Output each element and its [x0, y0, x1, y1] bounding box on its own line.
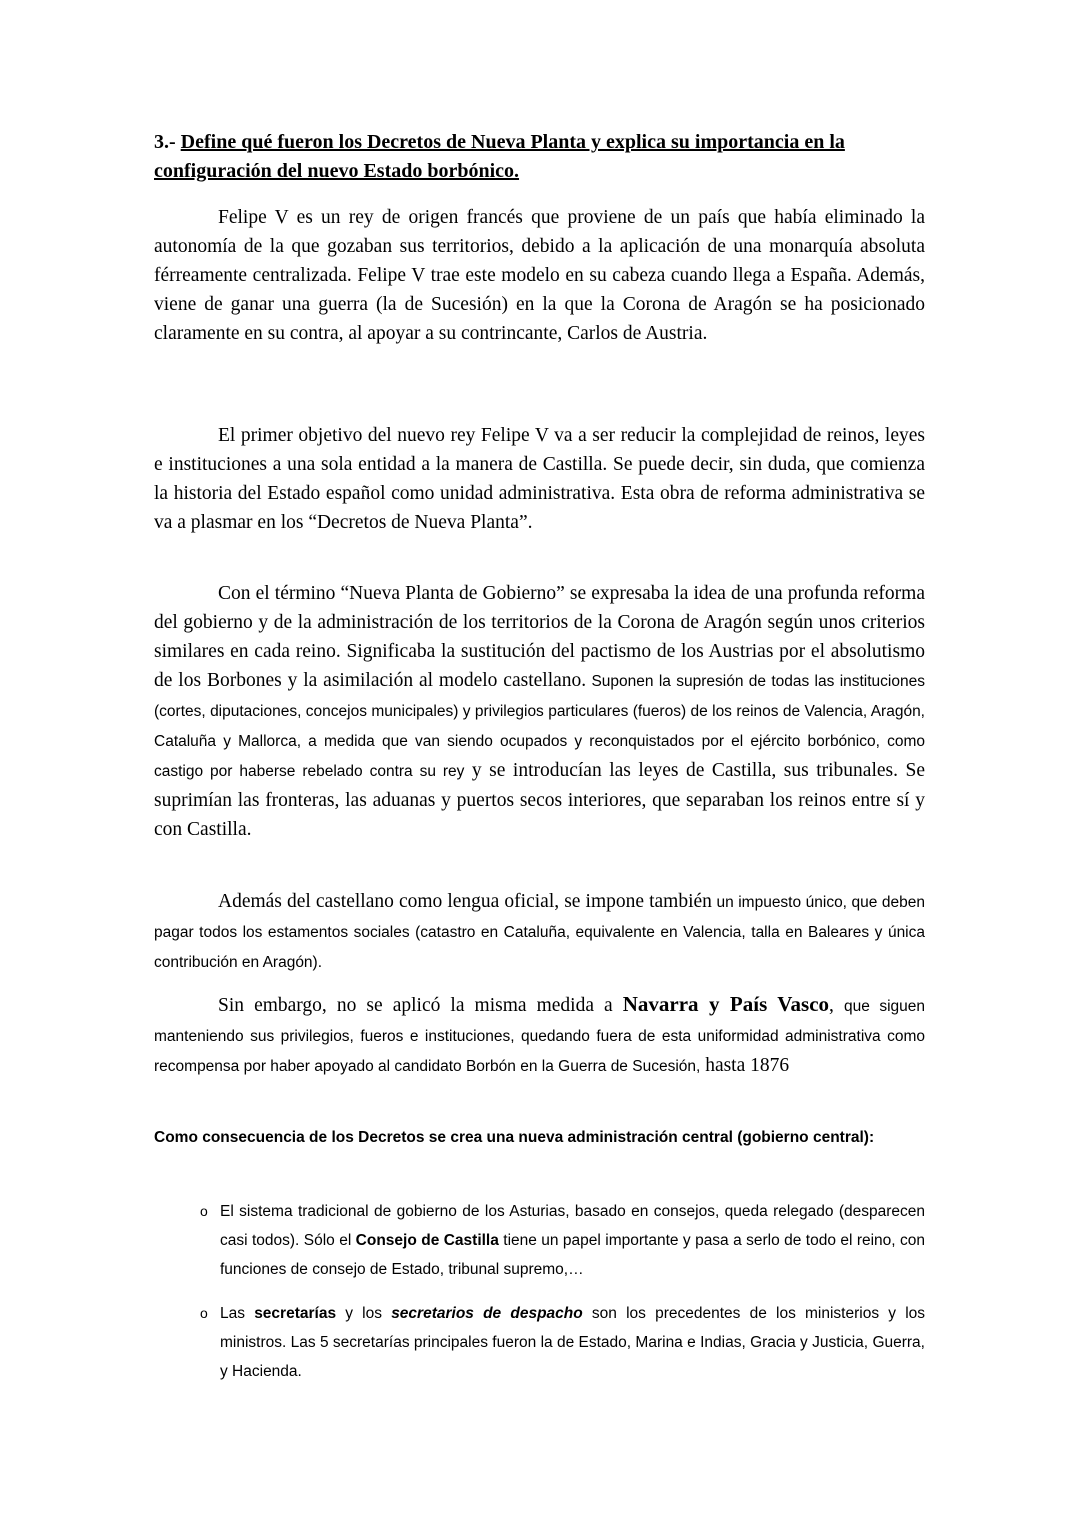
- section-heading: Como consecuencia de los Decretos se crea una nueva administración central (gobierno central):: [154, 1129, 875, 1146]
- p4-serif: Además del castellano como lengua oficial, se impone también: [218, 891, 712, 912]
- p4-sans: un impuesto único, que deben pagar todos los estamentos sociales (catastro en Cataluña, equivalente en Valencia, talla en Baleares y única contribución en Aragón).: [154, 894, 925, 971]
- paragraph-5: [154, 990, 925, 1081]
- p5-date: hasta 1876: [700, 1055, 790, 1076]
- question-text: Define qué fueron los Decretos de Nueva Planta y explica su importancia en la configuración del nuevo Estado borbónico.: [154, 131, 845, 182]
- question-title: [154, 128, 925, 186]
- p5-sans: que siguen manteniendo sus privilegios, fueros e instituciones, quedando fuera de esta uniformidad administrativa como recompensa por haber apoyado al candidato Borbón en la Guerra de Sucesión,: [154, 998, 925, 1075]
- bullet-text: tiene un papel importante y pasa a serlo de todo el reino, con funciones de consejo de Estado, tribunal supremo,…: [220, 1232, 925, 1278]
- p5-bold: Navarra y País Vasco: [622, 992, 830, 1016]
- bullet-item: [200, 1299, 925, 1386]
- bullet-text: son los precedentes de los ministerios y los ministros. Las 5 secretarías principales fueron la de Estado, Marina e Indias, Gracia y Justicia, Guerra, y Hacienda.: [220, 1305, 926, 1380]
- paragraph-2: El primer objetivo del nuevo rey Felipe V va a ser reducir la complejidad de reinos, leyes e instituciones a una sola entidad a la manera de Castilla. Se puede decir, sin duda, que comienza la historia del Estado español como unidad administrativa. Esta obra de reforma administrativa se va a plasmar en los “Decretos de Nueva Planta”.: [154, 425, 925, 533]
- bullet-text: Las: [220, 1305, 255, 1322]
- p3-sans: Suponen la supresión de todas las instituciones (cortes, diputaciones, concejos municipales) y privilegios particulares (fueros) de los reinos de Valencia, Aragón, Cataluña y Mallorca, a medida que van siendo ocupados y reconquistados por el ejército borbónico, como castigo por haberse rebelado contra su rey: [154, 673, 925, 780]
- paragraph-1: Felipe V es un rey de origen francés que proviene de un país que había eliminado la autonomía de la que gozaban sus territorios, debido a la aplicación de una monarquía absoluta férreamente centralizada. Felipe V trae este modelo en su cabeza cuando llega a España. Además, viene de ganar una guerra (la de Sucesión) en la que la Corona de Aragón se ha posicionado claramente en su contra, al apoyar a su contrincante, Carlos de Austria.: [154, 207, 925, 344]
- bullet-text: y los: [336, 1305, 392, 1322]
- bullet-bold-italic: secretarios de despacho: [391, 1305, 583, 1322]
- p5-serif: Sin embargo, no se aplicó la misma medida a: [218, 995, 623, 1016]
- question-number: 3.-: [154, 131, 181, 153]
- p3-serif-end: y se introducían las leyes de Castilla, sus tribunales. Se suprimían las fronteras, las aduanas y puertos secos interiores, que separaban los reinos entre sí y con Castilla.: [154, 760, 925, 840]
- p5-comma: ,: [829, 995, 844, 1016]
- bullet-text: El sistema tradicional de gobierno de los Asturias, basado en consejos, queda relegado (desparecen casi todos). Sólo el: [220, 1203, 925, 1249]
- bullet-bold: Consejo de Castilla: [355, 1232, 499, 1249]
- bullet-item: [200, 1197, 925, 1284]
- bullet-circle-icon: o: [200, 1203, 208, 1219]
- paragraph-4: [154, 887, 925, 977]
- bullet-circle-icon: o: [200, 1305, 208, 1321]
- bullet-bold: secretarías: [254, 1305, 337, 1322]
- p3-serif: Con el término “Nueva Planta de Gobierno” se expresaba la idea de una profunda reforma del gobierno y de la administración de los territorios de la Corona de Aragón según unos criterios similares en cada reino. Significaba la sustitución del pactismo de los Austrias por el absolutismo de los Borbones y la asimilación al modelo castellano.: [154, 583, 925, 691]
- paragraph-3: [154, 579, 925, 844]
